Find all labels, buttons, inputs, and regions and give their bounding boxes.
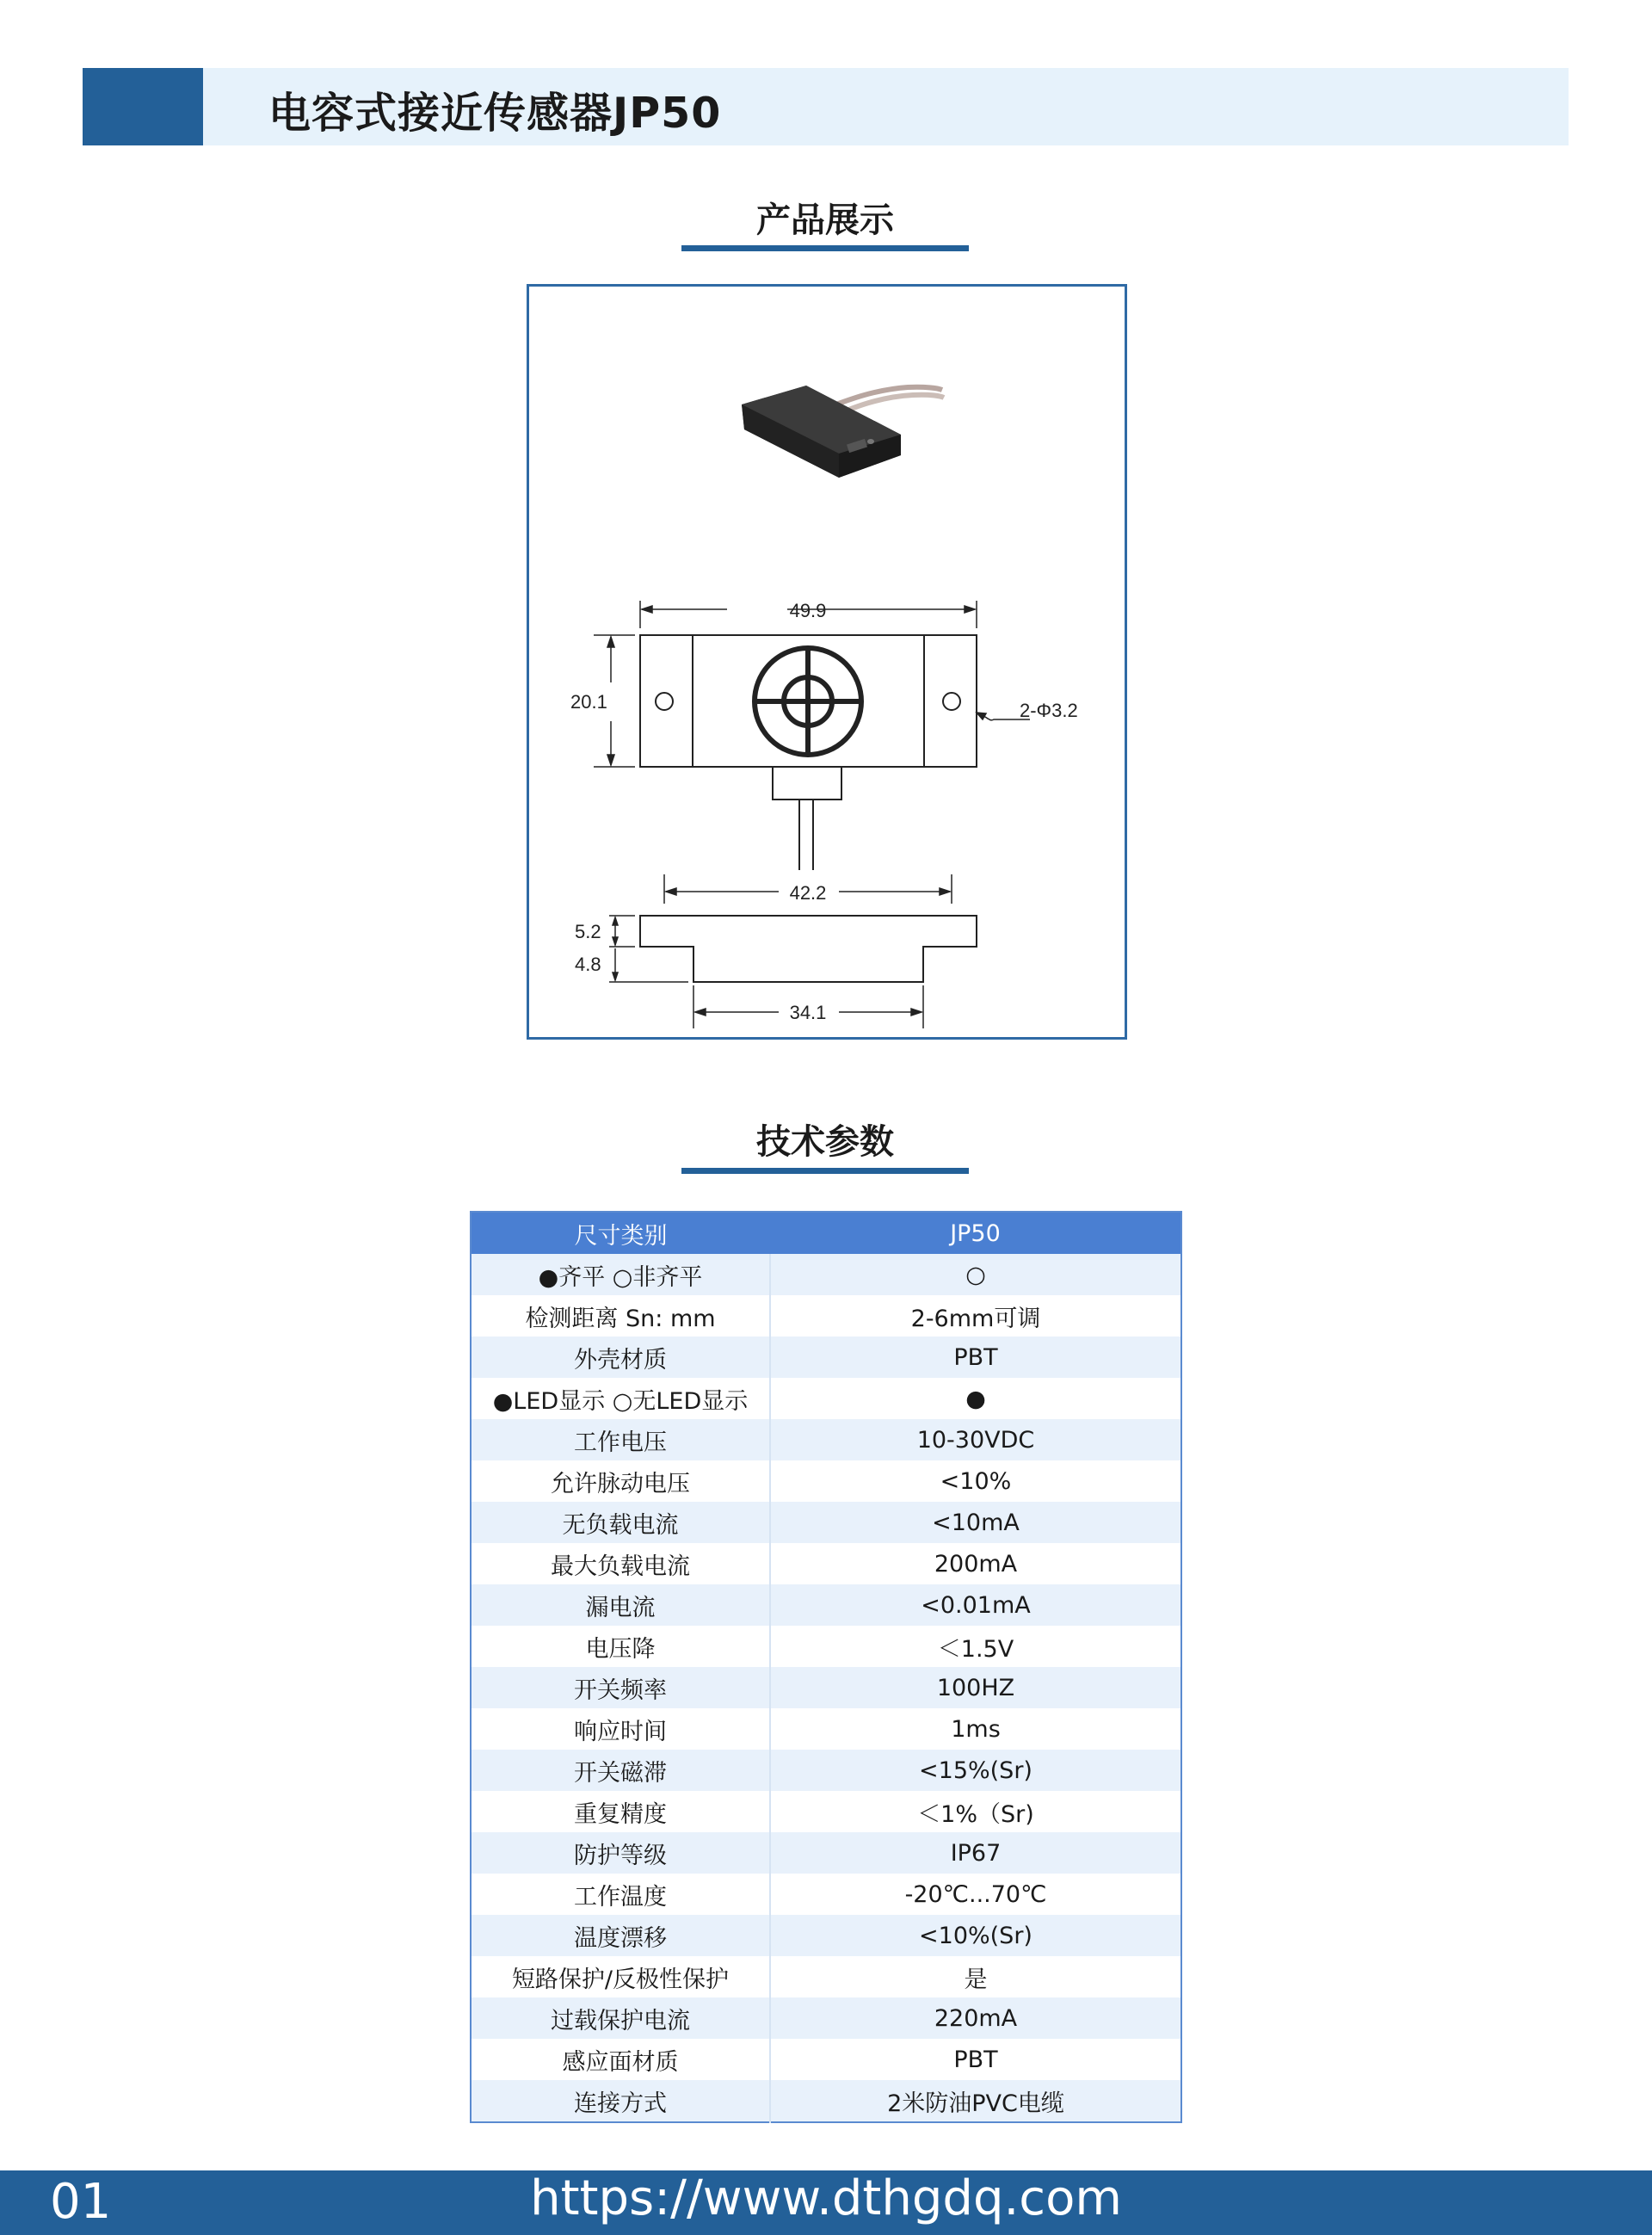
spec-row: [471, 1832, 1181, 1874]
section-underline-product: [681, 245, 969, 251]
spec-param-name: 温度漂移: [471, 1915, 770, 1956]
spec-param-name: 开关磁滞: [471, 1750, 770, 1791]
dim-width-label: 49.9: [789, 600, 827, 621]
spec-param-value: 1ms: [770, 1708, 1181, 1750]
title-bar: [83, 68, 1569, 145]
spec-header-category: 尺寸类别: [471, 1212, 770, 1254]
spec-row: [471, 1419, 1181, 1460]
spec-param-name: 响应时间: [471, 1708, 770, 1750]
spec-row: [471, 1502, 1181, 1543]
dim-height-label: 20.1: [570, 691, 607, 713]
spec-param-value: <10mA: [770, 1502, 1181, 1543]
page-title: 电容式接近传感器JP50: [268, 89, 722, 138]
spec-param-name: 开关频率: [471, 1667, 770, 1708]
spec-param-name: 允许脉动电压: [471, 1460, 770, 1502]
spec-param-value: <10%: [770, 1460, 1181, 1502]
spec-row: [471, 2080, 1181, 2122]
spec-param-value: 是: [770, 1956, 1181, 1997]
spec-table-header-row: [471, 1212, 1181, 1254]
spec-row: [471, 1584, 1181, 1626]
dim-bottom-width-label: 34.1: [789, 1002, 827, 1023]
spec-param-value: <0.01mA: [770, 1584, 1181, 1626]
dim-top-thickness-label: 5.2: [575, 921, 601, 942]
spec-row: [471, 1708, 1181, 1750]
sensor-photo: [742, 386, 944, 478]
spec-table-body: [471, 1254, 1181, 2122]
spec-row: [471, 1956, 1181, 1997]
spec-row: [471, 1667, 1181, 1708]
spec-param-name: 外壳材质: [471, 1337, 770, 1378]
spec-param-name: ●齐平 ○非齐平: [471, 1254, 770, 1295]
spec-param-name: 无负载电流: [471, 1502, 770, 1543]
spec-row: [471, 1791, 1181, 1832]
spec-row: [471, 1915, 1181, 1956]
spec-param-name: 电压降: [471, 1626, 770, 1667]
spec-row: [471, 1750, 1181, 1791]
spec-param-name: 过载保护电流: [471, 1997, 770, 2039]
side-view-drawing: [640, 916, 977, 982]
dim-hole-spacing-label: 42.2: [789, 882, 827, 904]
spec-param-value: 100HZ: [770, 1667, 1181, 1708]
spec-param-value: ●: [770, 1378, 1181, 1419]
spec-param-name: 短路保护/反极性保护: [471, 1956, 770, 1997]
spec-header-model: JP50: [770, 1212, 1181, 1254]
spec-param-value: 2-6mm可调: [770, 1295, 1181, 1337]
spec-param-value: IP67: [770, 1832, 1181, 1874]
product-illustration: [529, 287, 1125, 1037]
spec-param-name: 工作电压: [471, 1419, 770, 1460]
spec-row: [471, 1378, 1181, 1419]
spec-row: [471, 1874, 1181, 1915]
section-heading-specs: 技术参数: [756, 1122, 894, 1162]
spec-param-name: 检测距离 Sn: mm: [471, 1295, 770, 1337]
spec-param-name: 感应面材质: [471, 2039, 770, 2080]
front-view-drawing: [640, 635, 977, 870]
dim-bottom-thickness-label: 4.8: [575, 954, 601, 975]
spec-row: [471, 1543, 1181, 1584]
product-display-box: [527, 284, 1127, 1040]
spec-param-value: ＜1.5V: [770, 1626, 1181, 1667]
spec-table: [470, 1211, 1182, 2123]
spec-param-name: 重复精度: [471, 1791, 770, 1832]
spec-param-value: <10%(Sr): [770, 1915, 1181, 1956]
spec-param-value: -20℃...70℃: [770, 1874, 1181, 1915]
spec-row: [471, 1295, 1181, 1337]
title-accent-block: [83, 68, 203, 145]
spec-param-value: 10-30VDC: [770, 1419, 1181, 1460]
spec-param-name: 防护等级: [471, 1832, 770, 1874]
section-heading-product: 产品展示: [756, 201, 894, 240]
spec-param-value: PBT: [770, 1337, 1181, 1378]
spec-row: [471, 1460, 1181, 1502]
spec-param-name: 漏电流: [471, 1584, 770, 1626]
spec-row: [471, 1254, 1181, 1295]
spec-param-value: 220mA: [770, 1997, 1181, 2039]
spec-row: [471, 2039, 1181, 2080]
spec-param-value: ＜1%（Sr): [770, 1791, 1181, 1832]
spec-param-value: PBT: [770, 2039, 1181, 2080]
spec-row: [471, 1626, 1181, 1667]
spec-param-value: ○: [770, 1254, 1181, 1295]
spec-row: [471, 1997, 1181, 2039]
section-underline-specs: [681, 1168, 969, 1174]
spec-param-name: 工作温度: [471, 1874, 770, 1915]
spec-param-name: ●LED显示 ○无LED显示: [471, 1378, 770, 1419]
footer-bar: [0, 2170, 1652, 2235]
page-number: 01: [50, 2174, 112, 2230]
footer-url[interactable]: https://www.dthgdq.com: [530, 2170, 1122, 2226]
spec-param-value: 200mA: [770, 1543, 1181, 1584]
side-view-dimensions: [609, 916, 923, 1028]
spec-param-value: 2米防油PVC电缆: [770, 2080, 1181, 2122]
spec-param-value: <15%(Sr): [770, 1750, 1181, 1791]
dim-holes-label: 2-Φ3.2: [1020, 700, 1078, 721]
spec-param-name: 最大负载电流: [471, 1543, 770, 1584]
spec-param-name: 连接方式: [471, 2080, 770, 2122]
spec-row: [471, 1337, 1181, 1378]
